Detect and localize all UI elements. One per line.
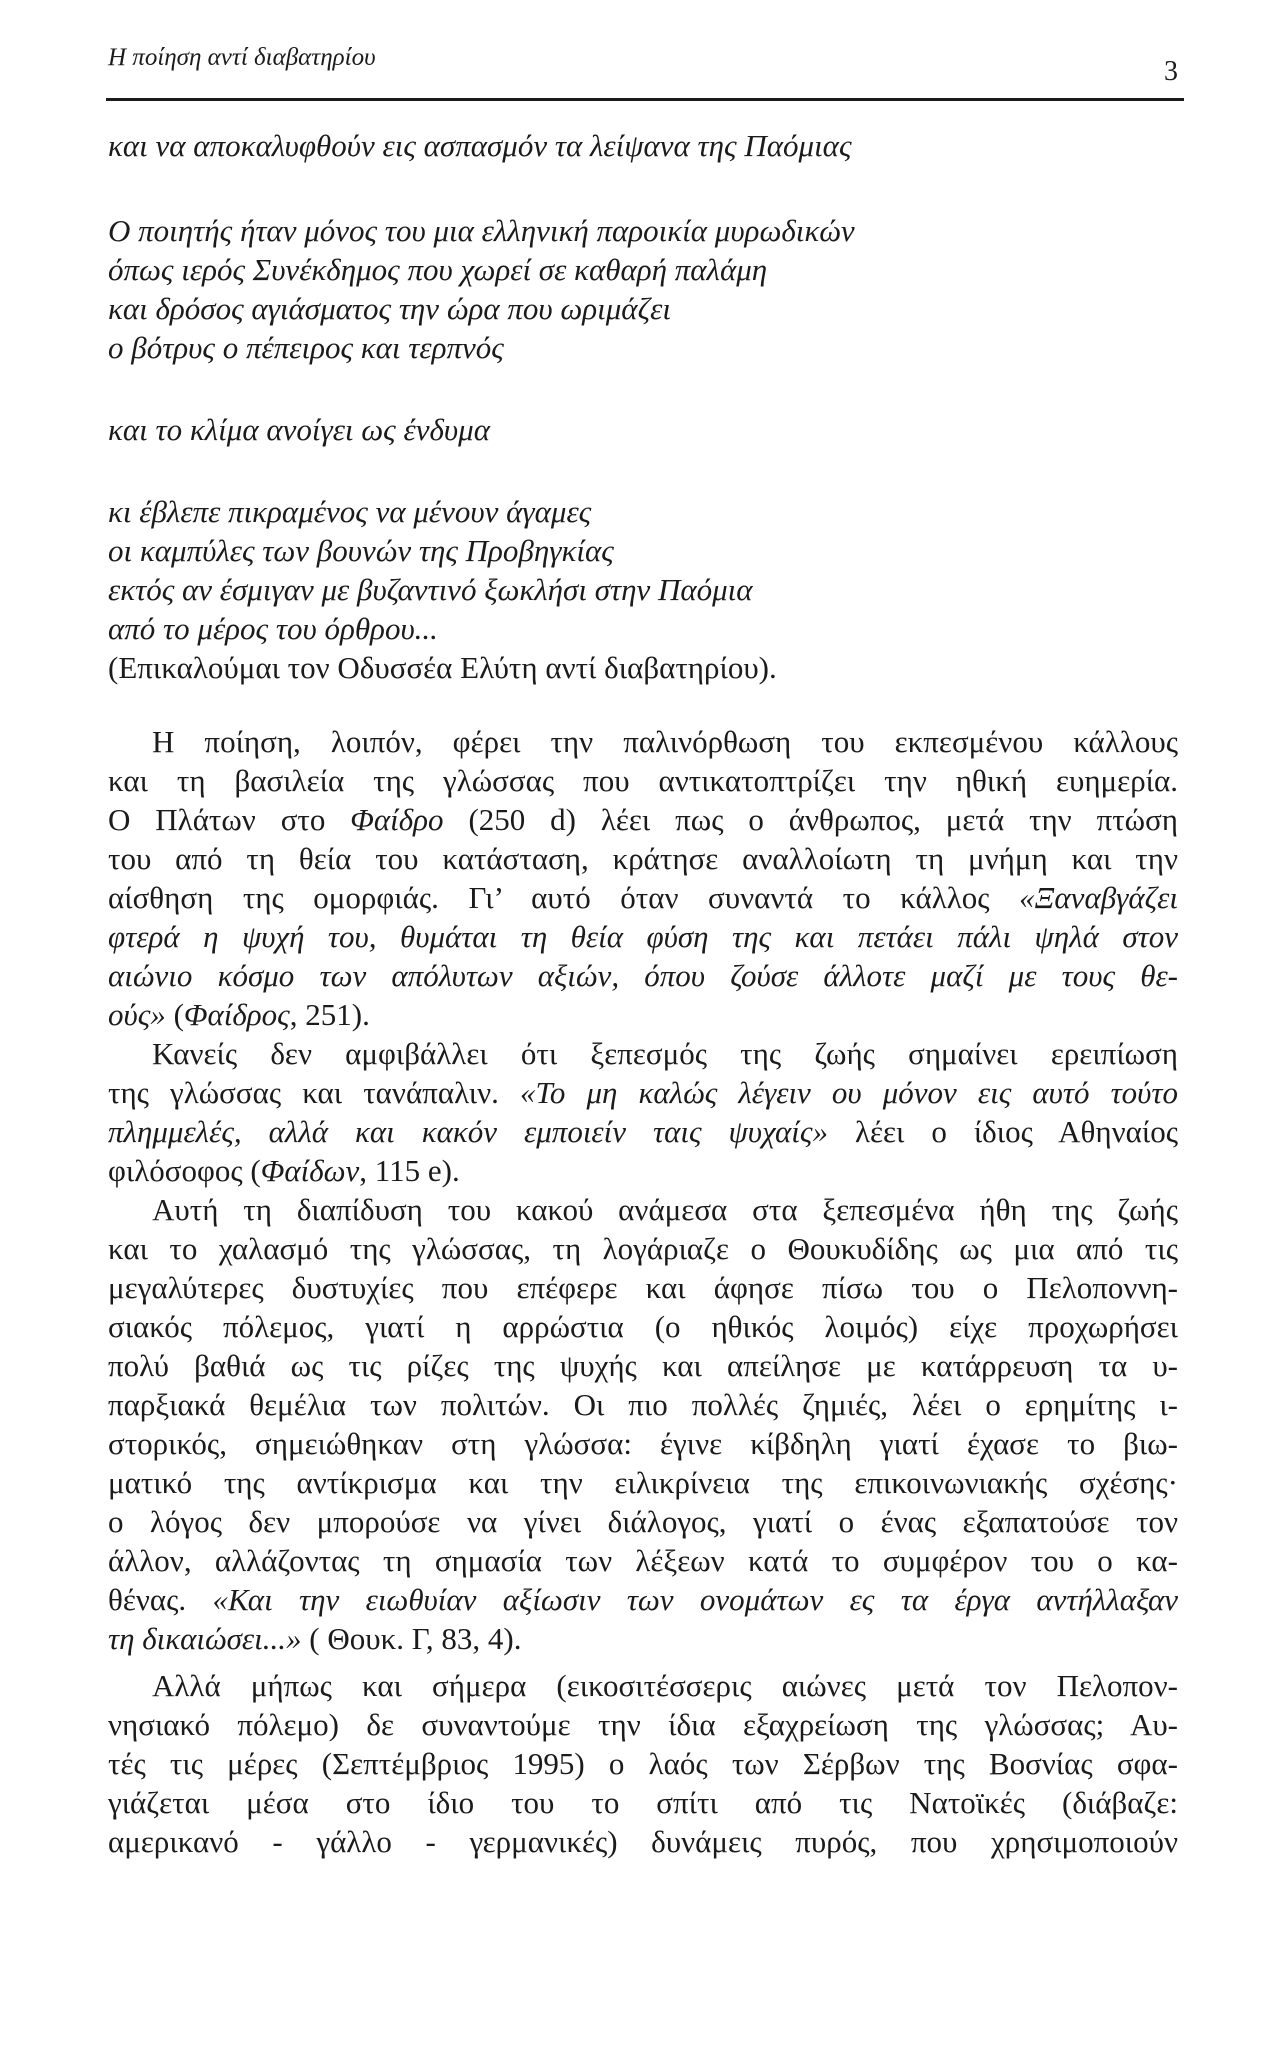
quotation: πλημμελές, αλλά και κακόν εμποιείν ταις ψυχαίς» — [108, 1114, 828, 1149]
paragraph-line: Κανείς δεν αμφιβάλλει ότι ξεπεσμός της ζωής σημαίνει ερειπίωση — [152, 1036, 1178, 1071]
paragraph-line: θένας. «Και την ειωθυίαν αξίωσιν των ονομάτων ες τα έργα αντήλλαξαν — [108, 1582, 1179, 1617]
work-title: Φαίδρος — [183, 997, 290, 1032]
poem-line: και να αποκαλυφθούν εις ασπασμόν τα λείψανα της Παόμιας — [108, 128, 852, 163]
quotation: ούς» — [108, 997, 166, 1032]
paragraph-line: ούς» (Φαίδρος, 251). — [108, 997, 370, 1032]
poem-line: ο βότρυς ο πέπειρος και τερπνός — [108, 330, 504, 365]
paragraph-line: Η ποίηση, λοιπόν, φέρει την παλινόρθωση του εκπεσμένου κάλλους — [152, 724, 1178, 759]
poem-line: εκτός αν έσμιγαν με βυζαντινό ξωκλήσι στην Παόμια — [108, 572, 753, 607]
poem-line: και δρόσος αγιάσματος την ώρα που ωριμάζει — [108, 291, 671, 326]
paragraph-line: Αλλά μήπως και σήμερα (εικοσιτέσσερις αιώνες μετά τον Πελοπον- — [152, 1668, 1178, 1703]
running-head: Η ποίηση αντί διαβατηρίου — [108, 44, 376, 71]
paragraph-line: ματικό της αντίκρισμα και την ειλικρίνεια της επικοινωνιακής σχέσης· — [108, 1465, 1178, 1500]
paragraph-line: τές τις μέρες (Σεπτέμβριος 1995) ο λαός των Σέρβων της Βοσνίας σφα- — [108, 1746, 1178, 1781]
paragraph-line: φιλόσοφος (Φαίδων, 115 e). — [108, 1153, 460, 1188]
poem-line: και το κλίμα ανοίγει ως ένδυμα — [108, 412, 490, 447]
paragraph-line: του από τη θεία του κατάσταση, κράτησε αναλλοίωτη τη μνήμη και την — [108, 841, 1178, 876]
paragraph-line: μεγαλύτερες δυστυχίες που επέφερε και άφησε πίσω του ο Πελοποννη- — [108, 1270, 1178, 1305]
poem-line: από το μέρος του όρθρου... — [108, 611, 438, 646]
paragraph-line: αμερικανό - γάλλο - γερμανικές) δυνάμεις πυρός, που χρησιμοποιούν — [108, 1824, 1178, 1859]
paragraph-line: γιάζεται μέσα στο ίδιο του το σπίτι από τις Νατοϊκές (διάβαζε: — [108, 1785, 1178, 1820]
quotation: «Και την ειωθυίαν αξίωσιν των ονομάτων ες τα έργα αντήλλαξαν — [212, 1582, 1179, 1617]
work-title: Φαίδων — [260, 1153, 360, 1188]
quotation: «Το μη καλώς λέγειν ου μόνον εις αυτό τούτο — [519, 1075, 1179, 1110]
quotation: φτερά η ψυχή του, θυμάται τη θεία φύση της και πετάει πάλι ψηλά στον — [108, 919, 1178, 954]
paragraph-line: άλλον, αλλάζοντας τη σημασία των λέξεων κατά το συμφέρον του ο κα- — [108, 1543, 1178, 1578]
quotation: τη δικαιώσει...» — [108, 1621, 302, 1656]
paragraph-line: ο λόγος δεν μπορούσε να γίνει διάλογος, γιατί ο ένας εξαπατούσε τον — [108, 1504, 1178, 1539]
poem-line: όπως ιερός Συνέκδημος που χωρεί σε καθαρή παλάμη — [108, 252, 768, 287]
paragraph-line: και το χαλασμό της γλώσσας, τη λογάριαζε ο Θουκυδίδης ως μια από τις — [108, 1231, 1178, 1266]
poem-source: (Επικαλούμαι τον Οδυσσέα Ελύτη αντί διαβατηρίου). — [108, 650, 777, 685]
paragraph-line: Ο Πλάτων στο Φαίδρο (250 d) λέει πως ο άνθρωπος, μετά την πτώση — [108, 802, 1179, 837]
header-rule — [106, 98, 1184, 101]
paragraph-line: και τη βασιλεία της γλώσσας που αντικατοπτρίζει την ηθική ευημερία. — [108, 763, 1178, 798]
quotation: «Ξαναβγάζει — [1019, 880, 1179, 915]
paragraph-line: παρξιακά θεμέλια των πολιτών. Οι πιο πολλές ζημιές, λέει ο ερημίτης ι- — [108, 1387, 1178, 1422]
paragraph-line: αίσθηση της ομορφιάς. Γι’ αυτό όταν συναντά το κάλλος «Ξαναβγάζει — [108, 880, 1179, 915]
paragraph-line — [108, 921, 1178, 952]
paragraph-line — [108, 960, 1178, 991]
paragraph-line: Αυτή τη διαπίδυση του κακού ανάμεσα στα ξεπεσμένα ήθη της ζωής — [152, 1192, 1178, 1227]
paragraph-line: της γλώσσας και τανάπαλιν. «Το μη καλώς λέγειν ου μόνον εις αυτό τούτο — [108, 1075, 1179, 1110]
poem-line: κι έβλεπε πικραμένος να μένουν άγαμες — [108, 494, 592, 529]
paragraph-line: τη δικαιώσει...» ( Θουκ. Γ, 83, 4). — [108, 1621, 522, 1656]
paragraph-line: σιακός πόλεμος, γιατί η αρρώστια (ο ηθικός λοιμός) είχε προχωρήσει — [108, 1309, 1178, 1344]
paragraph-line: πολύ βαθιά ως τις ρίζες της ψυχής και απείλησε με κατάρρευση τα υ- — [108, 1348, 1178, 1383]
poem-line: Ο ποιητής ήταν μόνος του μια ελληνική παροικία μυρωδικών — [108, 213, 855, 248]
poem-line: οι καμπύλες των βουνών της Προβηγκίας — [108, 533, 614, 568]
paragraph-line: νησιακό πόλεμο) δε συναντούμε την ίδια εξαχρείωση της γλώσσας; Αυ- — [108, 1707, 1178, 1742]
quotation: αιώνιο κόσμο των απόλυτων αξιών, όπου ζούσε άλλοτε μαζί με τους θε- — [108, 958, 1178, 993]
page-number: 3 — [1164, 56, 1178, 87]
work-title: Φαίδρο — [350, 802, 444, 837]
paragraph-line: στορικός, σημειώθηκαν στη γλώσσα: έγινε κίβδηλη γιατί έχασε το βιω- — [108, 1426, 1178, 1461]
paragraph-line: πλημμελές, αλλά και κακόν εμποιείν ταις ψυχαίς» λέει ο ίδιος Αθηναίος — [108, 1114, 1178, 1149]
